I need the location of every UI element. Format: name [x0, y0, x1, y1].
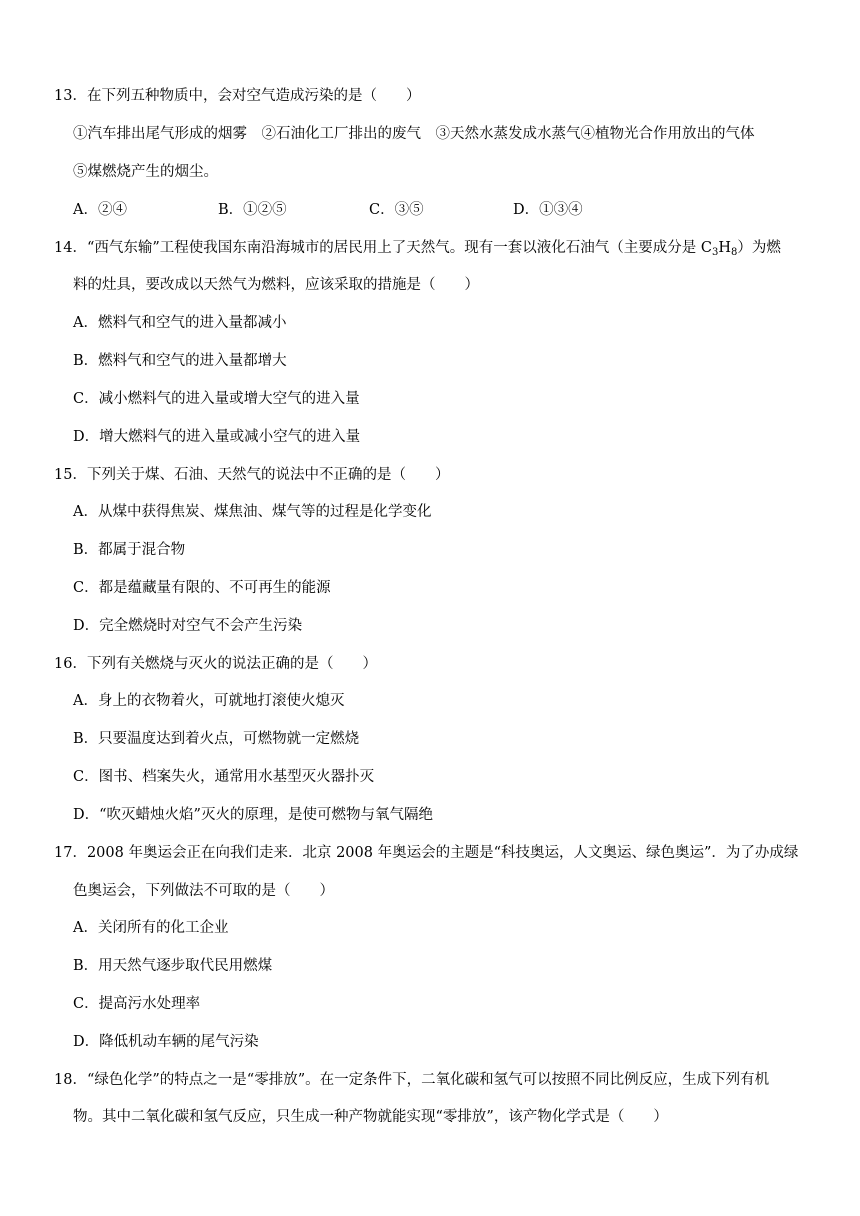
q18-stem: 18．“绿色化学”的特点之一是“零排放”。在一定条件下，二氧化碳和氢气可以按照不同比例反应，生成下列有机 — [54, 1072, 770, 1088]
q13-items-line2: ⑤煤燃烧产生的烟尘。 — [73, 164, 218, 180]
q13-stem: 13．在下列五种物质中，会对空气造成污染的是（ ） — [54, 88, 421, 104]
q18-stem-line2: 物。其中二氧化碳和氢气反应，只生成一种产物就能实现“零排放”，该产物化学式是（ ） — [73, 1109, 668, 1125]
q16-option-c: C．图书、档案失火，通常用水基型灭火器扑灭 — [73, 769, 375, 785]
q15-option-a: A．从煤中获得焦炭、煤焦油、煤气等的过程是化学变化 — [73, 504, 432, 520]
q13-option-d: D．①③④ — [513, 202, 583, 218]
q15-stem: 15．下列关于煤、石油、天然气的说法中不正确的是（ ） — [54, 467, 450, 483]
q13-option-a: A．②④ — [73, 202, 127, 218]
q16-stem: 16．下列有关燃烧与灭火的说法正确的是（ ） — [54, 656, 377, 672]
q13-items-line1: ①汽车排出尾气形成的烟雾 ②石油化工厂排出的废气 ③天然水蒸发成水蒸气④植物光合作用放出的气体 — [73, 126, 755, 142]
q14-option-c: C．减小燃料气的进入量或增大空气的进入量 — [73, 391, 360, 407]
q14-option-a: A．燃料气和空气的进入量都减小 — [73, 315, 287, 331]
q14-stem — [54, 238, 781, 263]
q17-option-a: A．关闭所有的化工企业 — [73, 920, 229, 936]
q14-option-b: B．燃料气和空气的进入量都增大 — [73, 353, 287, 369]
q14-sub-8: 8 — [731, 247, 738, 258]
q15-option-b: B．都属于混合物 — [73, 542, 186, 558]
q15-option-c: C．都是蕴藏量有限的、不可再生的能源 — [73, 580, 331, 596]
q14-stem-part2: ）为燃 — [737, 240, 781, 256]
q17-stem: 17．2008 年奥运会正在向我们走来．北京 2008 年奥运会的主题是“科技奥运，人文奥运、绿色奥运”．为了办成绿 — [54, 845, 799, 861]
q14-stem-part1: 14．“西气东输”工程使我国东南沿海城市的居民用上了天然气。现有一套以液化石油气（主要成分是 C — [54, 240, 712, 256]
q17-option-d: D．降低机动车辆的尾气污染 — [73, 1034, 259, 1050]
q17-option-b: B．用天然气逐步取代民用燃煤 — [73, 958, 273, 974]
q15-option-d: D．完全燃烧时对空气不会产生污染 — [73, 618, 303, 634]
q16-option-a: A．身上的衣物着火，可就地打滚使火熄灭 — [73, 693, 345, 709]
q16-option-b: B．只要温度达到着火点，可燃物就一定燃烧 — [73, 731, 360, 747]
q13-options — [73, 200, 583, 220]
q14-sub-3: 3 — [711, 247, 719, 258]
q17-stem-line2: 色奥运会，下列做法不可取的是（ ） — [73, 883, 334, 899]
q13-option-b: B．①②⑤ — [218, 202, 287, 218]
q13-option-c: C．③⑤ — [369, 202, 424, 218]
q14-h: H — [718, 240, 732, 256]
q17-option-c: C．提高污水处理率 — [73, 996, 201, 1012]
q16-option-d: D．“吹灭蜡烛火焰”灭火的原理，是使可燃物与氧气隔绝 — [73, 807, 433, 823]
q14-stem-line2: 料的灶具，要改成以天然气为燃料，应该采取的措施是（ ） — [73, 277, 479, 293]
q14-option-d: D．增大燃料气的进入量或减小空气的进入量 — [73, 429, 361, 445]
